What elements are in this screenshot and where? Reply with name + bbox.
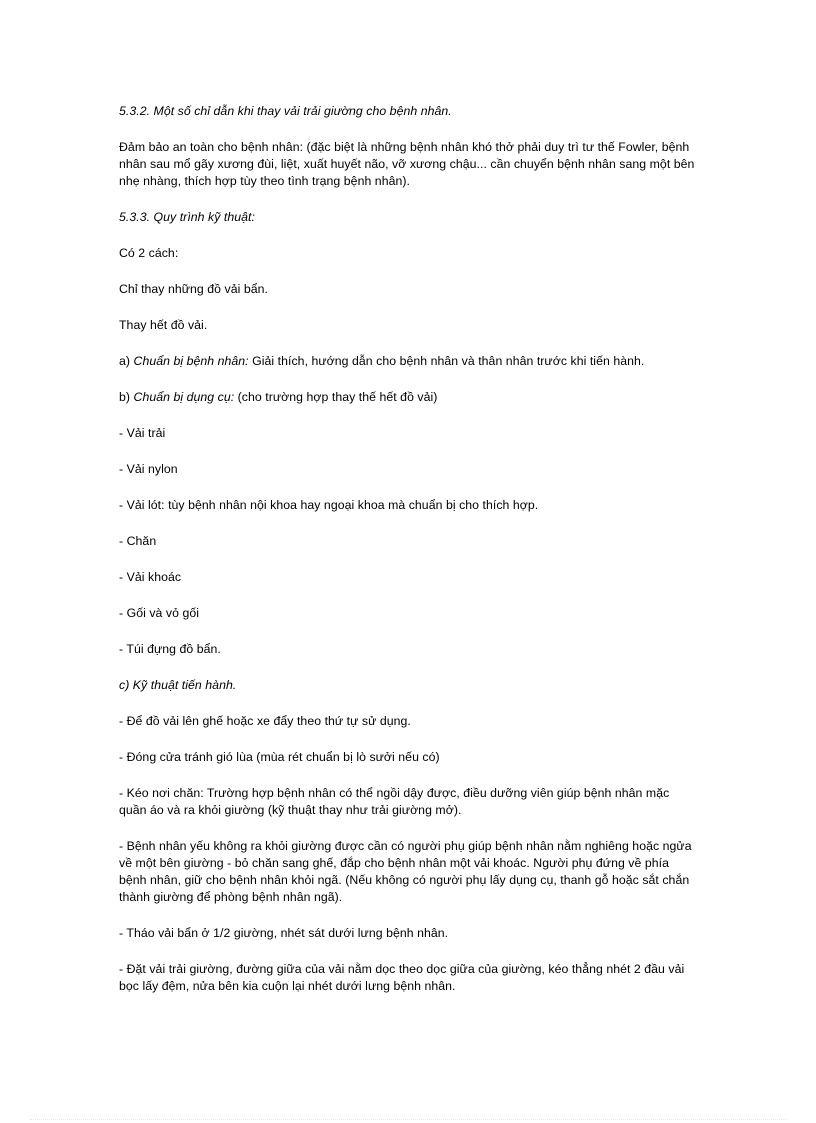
- prepare-tools-text: (cho trường hợp thay thế hết đồ vải): [234, 390, 438, 404]
- section-heading-5-3-3: 5.3.3. Quy trình kỹ thuật:: [119, 210, 255, 224]
- prepare-patient-title: Chuẩn bị bệnh nhân:: [133, 354, 249, 368]
- safety-note-paragraph: Đảm bảo an toàn cho bệnh nhân: (đặc biệt là những bệnh nhân khó thở phải duy trì tư thế Fowler, bệnh nhân sau mổ gãy xương đùi, liệt, xuất huyết não, vỡ xương chậu... cần chuyển bệnh nhân sang một bên nhẹ nhàng, thích hợp tùy theo tình trạng bệnh nhân).: [119, 140, 695, 188]
- tool-item: - Vải khoác: [119, 570, 182, 584]
- prepare-tools-paragraph: [119, 389, 699, 406]
- two-ways-paragraph: Có 2 cách:: [119, 246, 179, 260]
- prepare-patient-text: Giải thích, hướng dẫn cho bệnh nhân và thân nhân trước khi tiến hành.: [248, 354, 645, 368]
- tool-item: - Vải nylon: [119, 462, 178, 476]
- prepare-tools-title: Chuẩn bị dụng cụ:: [133, 390, 235, 404]
- prepare-tools-label: b): [119, 390, 134, 404]
- tool-item: - Vải trải: [119, 426, 166, 440]
- tool-item: - Vải lót: tùy bệnh nhân nội khoa hay ngoại khoa mà chuẩn bị cho thích hợp.: [119, 498, 539, 512]
- tool-item: - Chăn: [119, 534, 157, 548]
- page-bottom-divider: [30, 1119, 786, 1120]
- tool-item: - Túi đựng đồ bẩn.: [119, 642, 221, 656]
- prepare-patient-label: a): [119, 354, 134, 368]
- way-1-paragraph: Chỉ thay những đồ vải bẩn.: [119, 282, 268, 296]
- technique-step: - Đặt vải trải giường, đường giữa của vải nằm dọc theo dọc giữa của giường, kéo thẳng nhét 2 đầu vải bọc lấy đệm, nửa bên kia cuộn lại nhét dưới lưng bệnh nhân.: [119, 962, 685, 993]
- technique-heading: c) Kỹ thuật tiến hành.: [119, 678, 237, 692]
- technique-step: - Tháo vải bẩn ở 1/2 giường, nhét sát dưới lưng bệnh nhân.: [119, 926, 449, 940]
- document-body: [119, 103, 699, 1014]
- prepare-patient-paragraph: [119, 353, 699, 370]
- technique-step: - Bệnh nhân yếu không ra khỏi giường được cần có người phụ giúp bệnh nhân nằm nghiêng hoặc ngửa về một bên giường - bỏ chăn sang ghế, đắp cho bệnh nhân một vải khoác. Người phụ đứng về phía bệnh nhân, giữ cho bệnh nhân khỏi ngã. (Nếu không có người phụ lấy dụng cụ, thanh gỗ hoặc sắt chắn thành giường để phòng bệnh nhân ngã).: [119, 839, 692, 904]
- technique-step: - Kéo nơi chăn: Trường hợp bệnh nhân có thể ngồi dậy được, điều dưỡng viên giúp bệnh nhân mặc quần áo và ra khỏi giường (kỹ thuật thay như trải giường mở).: [119, 786, 670, 817]
- section-heading-5-3-2: 5.3.2. Một số chỉ dẫn khi thay vải trải giường cho bệnh nhân.: [119, 104, 452, 118]
- tool-item: - Gối và vỏ gối: [119, 606, 200, 620]
- way-2-paragraph: Thay hết đồ vải.: [119, 318, 208, 332]
- technique-step: - Để đồ vải lên ghế hoặc xe đẩy theo thứ tự sử dụng.: [119, 714, 411, 728]
- technique-step: - Đóng cửa tránh gió lùa (mùa rét chuẩn bị lò sưởi nếu có): [119, 750, 440, 764]
